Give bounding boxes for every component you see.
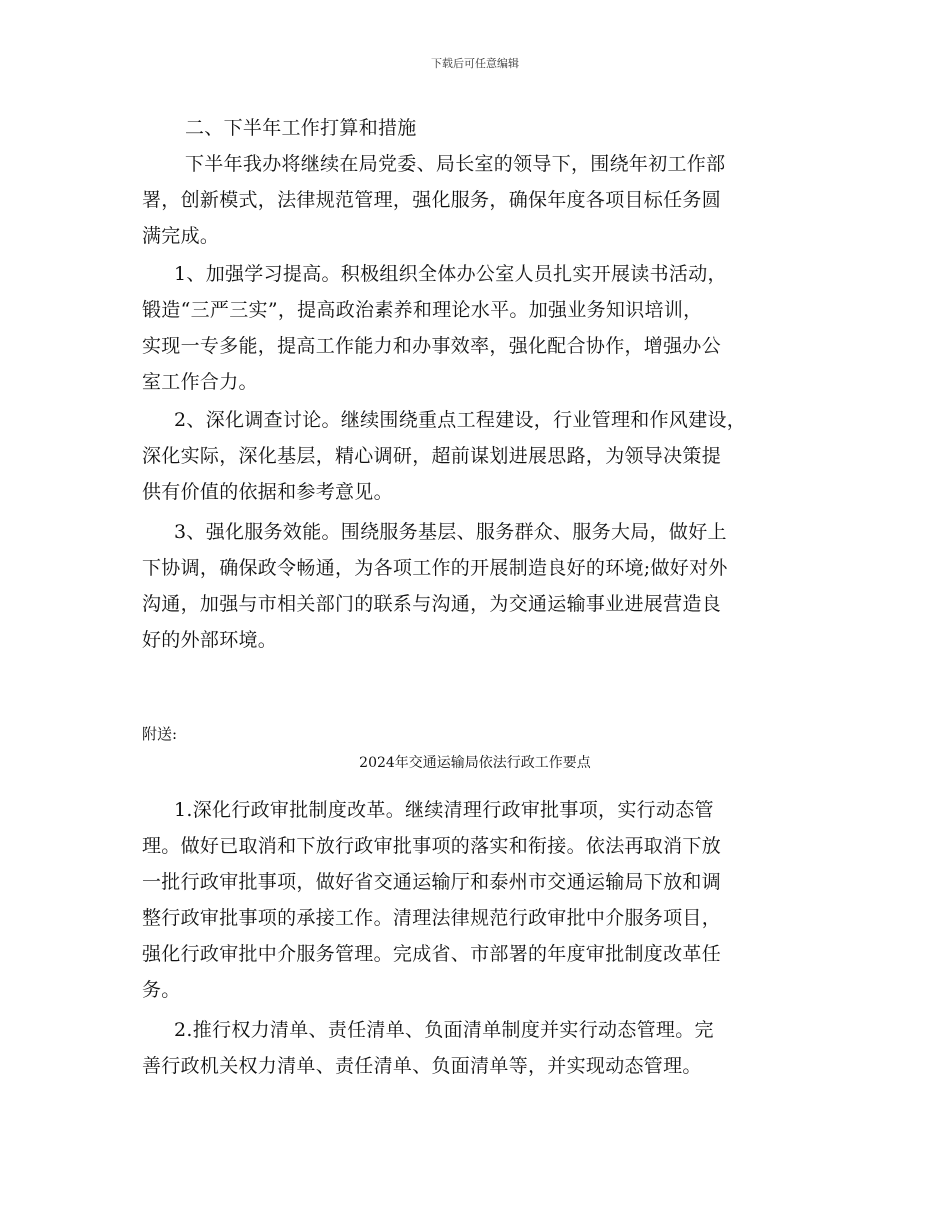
paragraph-line: 好的外部环境。 <box>142 629 278 651</box>
section-heading: 二、下半年工作打算和措施 <box>185 117 417 139</box>
paragraph-line: 2、深化调查讨论。继续围绕重点工程建设，行业管理和作风建设， <box>174 409 747 431</box>
paragraph-line: 3、强化服务效能。围绕服务基层、服务群众、服务大局，做好上 <box>174 521 727 543</box>
paragraph-line: 满完成。 <box>142 225 220 247</box>
paragraph-line: 1.深化行政审批制度改革。继续清理行政审批事项，实行动态管 <box>174 799 714 821</box>
paragraph-line: 理。做好已取消和下放行政审批事项的落实和衔接。依法再取消下放 <box>142 835 722 857</box>
paragraph-line: 署，创新模式，法律规范管理，强化服务，确保年度各项目标任务圆 <box>142 189 722 211</box>
paragraph-line: 下半年我办将继续在局党委、局长室的领导下，围绕年初工作部 <box>185 153 726 175</box>
paragraph-line: 善行政机关权力清单、责任清单、负面清单等，并实现动态管理。 <box>142 1055 702 1077</box>
appendix-label: 附送: <box>142 725 178 743</box>
paragraph-line: 整行政审批事项的承接工作。清理法律规范行政审批中介服务项目， <box>142 907 722 929</box>
paragraph-line: 1、加强学习提高。积极组织全体办公室人员扎实开展读书活动， <box>174 263 727 285</box>
paragraph-line: 沟通，加强与市相关部门的联系与沟通，为交通运输事业进展营造良 <box>142 593 722 615</box>
paragraph-line: 供有价值的依据和参考意见。 <box>142 481 393 503</box>
paragraph-line: 2.推行权力清单、责任清单、负面清单制度并实行动态管理。完 <box>174 1019 714 1041</box>
paragraph-line: 深化实际，深化基层，精心调研，超前谋划进展思路，为领导决策提 <box>142 445 722 467</box>
paragraph-line: 强化行政审批中介服务管理。完成省、市部署的年度审批制度改革任 <box>142 943 722 965</box>
paragraph-line: 务。 <box>142 979 181 1001</box>
paragraph-line: 室工作合力。 <box>142 371 258 393</box>
paragraph-line: 实现一专多能，提高工作能力和办事效率，强化配合协作，增强办公 <box>142 335 722 357</box>
paragraph-line: 下协调，确保政令畅通，为各项工作的开展制造良好的环境;做好对外 <box>142 557 728 579</box>
page-header: 下载后可任意编辑 <box>431 57 519 70</box>
paragraph-line: 锻造“三严三实”，提高政治素养和理论水平。加强业务知识培训， <box>142 299 703 321</box>
paragraph-line: 一批行政审批事项，做好省交通运输厅和泰州市交通运输局下放和调 <box>142 871 722 893</box>
appendix-title: 2024年交通运输局依法行政工作要点 <box>359 755 591 771</box>
